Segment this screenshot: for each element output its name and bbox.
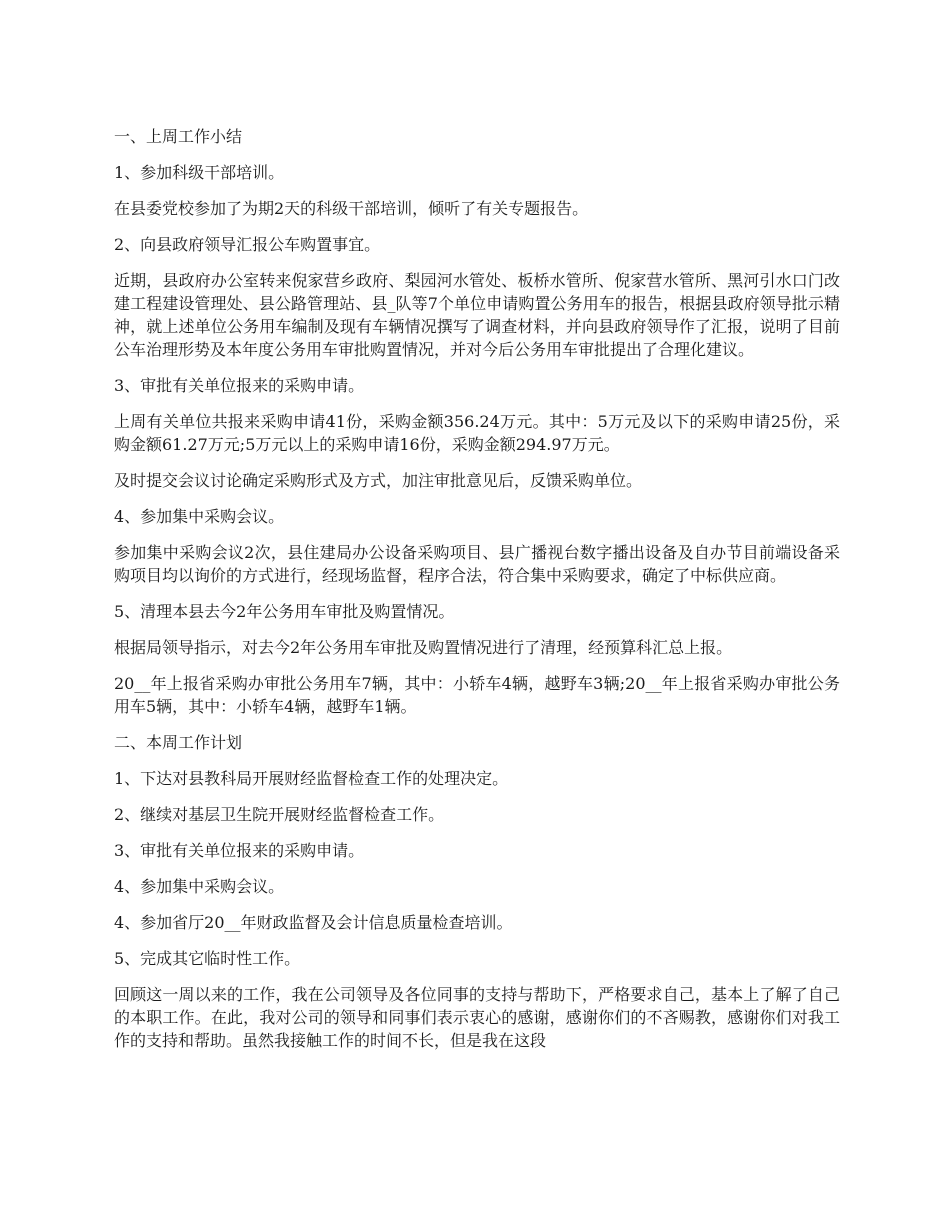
plan-item-5: 5、完成其它临时性工作。: [114, 949, 301, 968]
paragraph-procurement-stats: 上周有关单位共报来采购申请41份，采购金额356.24万元。其中：5万元及以下的采购申请25份，采购金额61.27万元;5万元以上的采购申请16份，采购金额294.97万元。: [114, 412, 840, 454]
item-heading-procurement-meeting: 4、参加集中采购会议。: [114, 507, 285, 526]
item-heading-vehicle-report: 2、向县政府领导汇报公车购置事宜。: [114, 235, 381, 254]
plan-item-4b: 4、参加省厅20__年财政监督及会计信息质量检查培训。: [114, 913, 513, 932]
paragraph-vehicle-report: 近期，县政府办公室转来倪家营乡政府、梨园河水管处、板桥水管所、倪家营水管所、黑河引水口门改建工程建设管理处、县公路管理站、县_队等7个单位申请购置公务用车的报告，根据县政府领导批示精神，就上述单位公务用车编制及现有车辆情况撰写了调查材料，并向县政府领导作了汇报，说明了目前公车治理形势及本年度公务用车审批购置情况，并对今后公务用车审批提出了合理化建议。: [114, 271, 840, 359]
plan-item-3: 3、审批有关单位报来的采购申请。: [114, 841, 365, 860]
paragraph-procurement-meeting: 参加集中采购会议2次，县住建局办公设备采购项目、县广播视台数字播出设备及自办节目前端设备采购项目均以询价的方式进行，经现场监督，程序合法，符合集中采购要求，确定了中标供应商。: [114, 543, 840, 585]
section-heading-this-week: 二、本周工作计划: [114, 733, 243, 752]
document-body: [114, 125, 840, 1065]
paragraph-procurement-feedback: 及时提交会议讨论确定采购形式及方式，加注审批意见后，反馈采购单位。: [114, 471, 643, 490]
paragraph-training: 在县委党校参加了为期2天的科级干部培训，倾听了有关专题报告。: [114, 199, 589, 218]
plan-item-4: 4、参加集中采购会议。: [114, 877, 285, 896]
plan-item-2: 2、继续对基层卫生院开展财经监督检查工作。: [114, 805, 445, 824]
plan-item-1: 1、下达对县教科局开展财经监督检查工作的处理决定。: [114, 769, 509, 788]
section-heading-last-week: 一、上周工作小结: [114, 127, 243, 146]
item-heading-procurement-approval: 3、审批有关单位报来的采购申请。: [114, 376, 365, 395]
paragraph-vehicle-cleanup: 根据局领导指示，对去今2年公务用车审批及购置情况进行了清理，经预算科汇总上报。: [114, 638, 733, 657]
paragraph-review: 回顾这一周以来的工作，我在公司领导及各位同事的支持与帮助下，严格要求自己，基本上了解了自己的本职工作。在此，我对公司的领导和同事们表示衷心的感谢，感谢你们的不吝赐教，感谢你们对我工作的支持和帮助。虽然我接触工作的时间不长，但是我在这段: [114, 985, 840, 1050]
item-heading-vehicle-cleanup: 5、清理本县去今2年公务用车审批及购置情况。: [114, 602, 455, 621]
item-heading-training: 1、参加科级干部培训。: [114, 163, 285, 182]
paragraph-vehicle-counts: 20__年上报省采购办审批公务用车7辆，其中：小轿车4辆，越野车3辆;20__年上报省采购办审批公务用车5辆，其中：小轿车4辆，越野车1辆。: [114, 674, 840, 716]
